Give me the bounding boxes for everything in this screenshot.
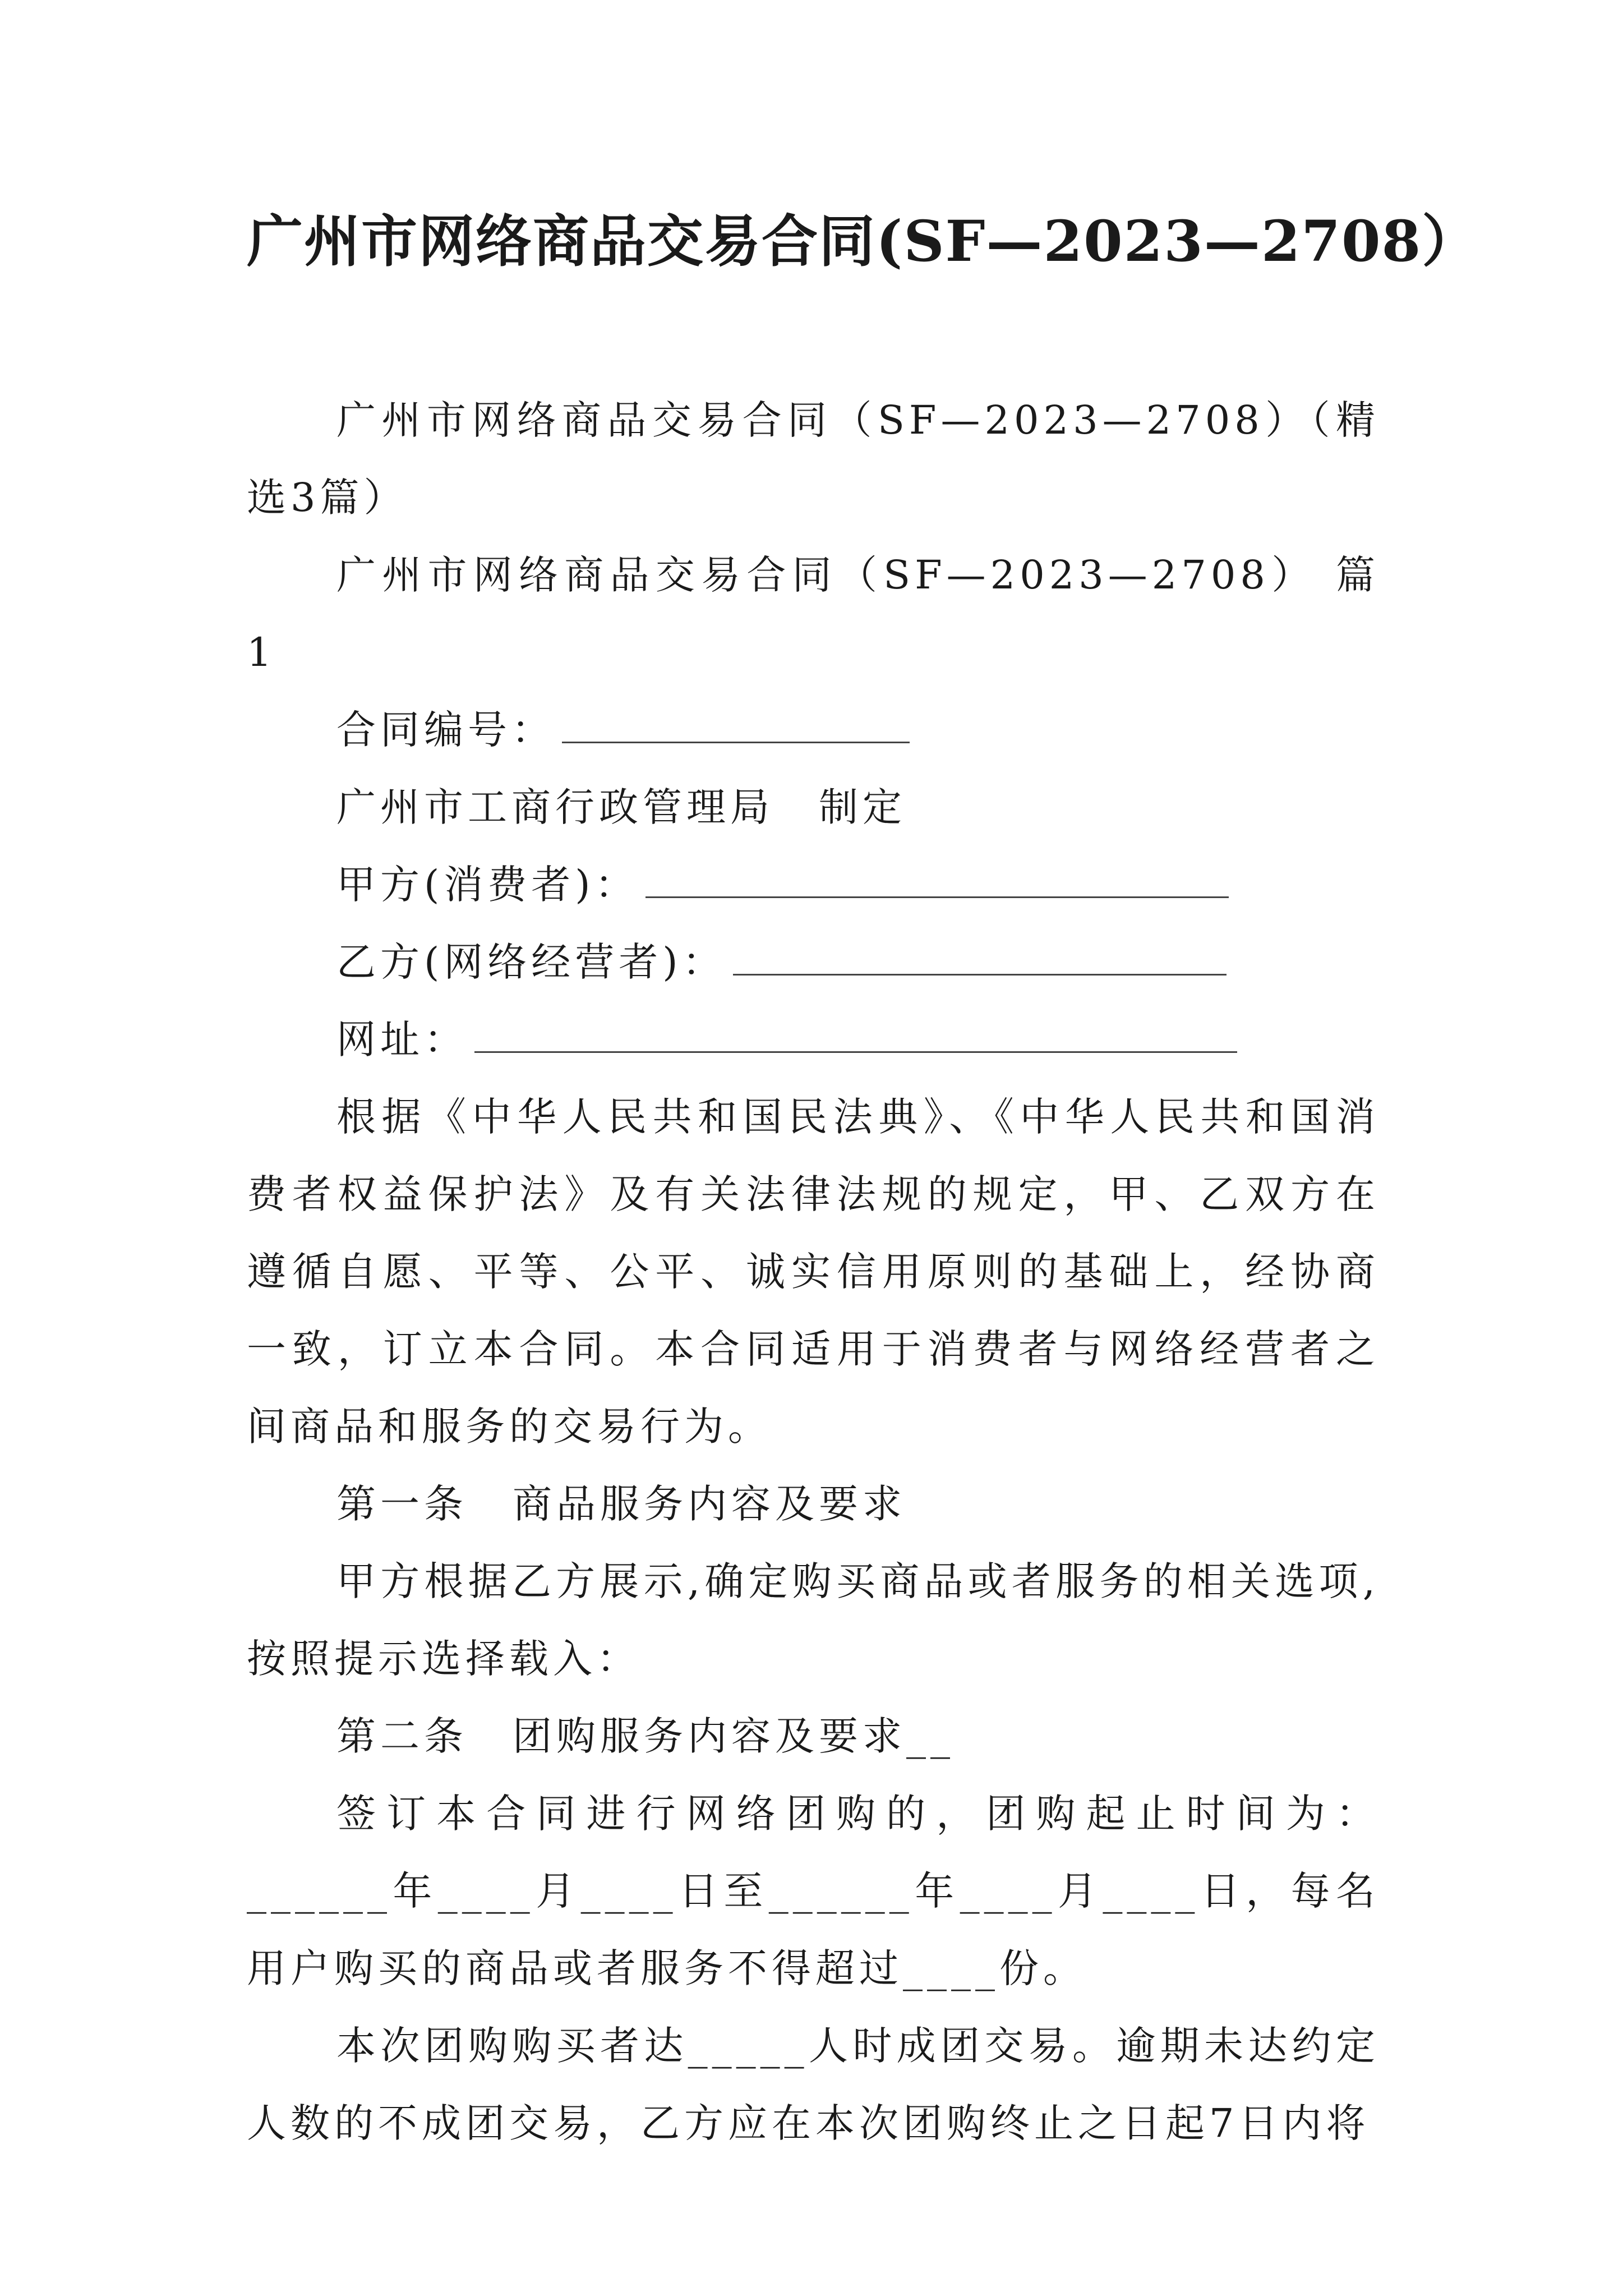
article2-paragraph-1: 签订本合同进行网络团购的，团购起止时间为：______年____月____日至______年____月____日，每名用户购买的商品或者服务不得超过____份。 (247, 1791, 1380, 1991)
party-a-label: 甲方(消费者)： (336, 862, 639, 908)
party-b-row (247, 923, 1380, 1001)
intro-paragraph: 广州市网络商品交易合同（SF—2023—2708）（精选3篇） (247, 397, 1380, 521)
article2-number: 第二条 (336, 1713, 468, 1759)
party-b-blank (733, 935, 1227, 976)
issuer-name: 广州市工商行政管理局 (336, 784, 774, 830)
issuer-row (247, 769, 1380, 846)
document-title: 广州市网络商品交易合同(SF—2023—2708） (247, 208, 1479, 274)
contract-number-blank (562, 702, 910, 743)
article2-paragraph-2: 本次团购购买者达_____人时成团交易。逾期未达约定人数的不成团交易，乙方应在本次团购终止之日起7日内将 (247, 2023, 1380, 2146)
issuer-suffix: 制定 (819, 784, 906, 830)
article2-title: 团购服务内容及要求__ (513, 1713, 955, 1759)
contract-number-row (247, 691, 1380, 769)
party-a-row (247, 846, 1380, 923)
website-label: 网址： (336, 1016, 468, 1062)
article1-text: 甲方根据乙方展示,确定购买商品或者服务的相关选项,按照提示选择载入： (247, 1558, 1380, 1682)
section-heading: 广州市网络商品交易合同（SF—2023—2708） 篇1 (247, 552, 1380, 675)
document-body (247, 381, 1380, 2162)
website-blank (474, 1012, 1237, 1053)
party-b-label: 乙方(网络经营者)： (336, 939, 726, 985)
preamble-paragraph: 根据《中华人民共和国民法典》、《中华人民共和国消费者权益保护法》及有关法律法规的规定，甲、乙双方在遵循自愿、平等、公平、诚实信用原则的基础上，经协商一致，订立本合同。本合同适用于消费者与网络经营者之间商品和服务的交易行为。 (247, 1094, 1380, 1450)
article2-heading (247, 1697, 1380, 1775)
party-a-blank (645, 857, 1229, 898)
article1-heading (247, 1465, 1380, 1543)
website-row (247, 1001, 1380, 1078)
article1-title: 商品服务内容及要求 (513, 1481, 906, 1527)
article1-number: 第一条 (336, 1481, 468, 1527)
contract-number-label: 合同编号： (336, 707, 555, 753)
